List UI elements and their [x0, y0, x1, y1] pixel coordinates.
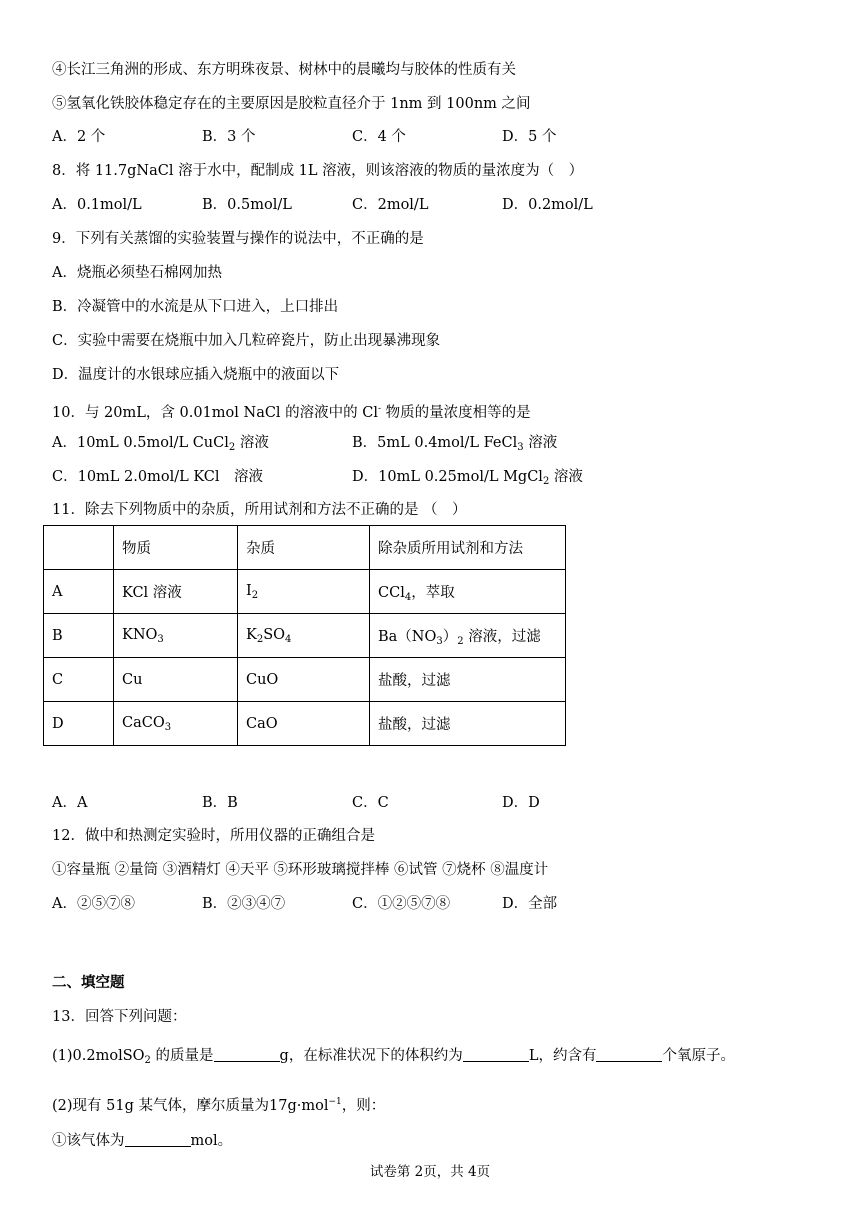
- q10-d-post: 溶液: [549, 469, 583, 485]
- method-sub: 3: [436, 635, 443, 647]
- q13-p1-text2: g，在标准状况下的体积约为: [279, 1048, 463, 1064]
- table-cell-method: 盐酸，过滤: [370, 702, 566, 746]
- impurity-sub: 2: [256, 633, 264, 645]
- q8-stem: 8．将 11.7gNaCl 溶于水中，配制成 1L 溶液，则该溶液的物质的量浓度为（ ）: [52, 163, 584, 179]
- q9-option-d: D．温度计的水银球应插入烧瓶中的液面以下: [52, 367, 340, 383]
- table-cell-impurity: CuO: [238, 658, 370, 702]
- q10-stem-post: 物质的量浓度相等的是: [381, 405, 531, 421]
- substance-sub: 3: [164, 721, 172, 733]
- q11-option-d: D．D: [502, 795, 540, 811]
- q13-part2: [52, 1092, 385, 1116]
- q13-p3-text2: mol。: [190, 1133, 233, 1149]
- q10-option-c: C．10mL 2.0mol/L KCl 溶液: [52, 469, 264, 485]
- q13-p2-sup: −1: [328, 1097, 342, 1107]
- substance-text: KNO: [122, 626, 158, 643]
- answer-blank[interactable]: [125, 1130, 191, 1147]
- impurity-sub: 2: [251, 589, 259, 601]
- q7-option-d: D．5 个: [502, 129, 557, 145]
- q7-option-b: B．3 个: [202, 129, 256, 145]
- table-header-cell: 除杂质所用试剂和方法: [370, 526, 566, 570]
- q7-item4: ④长江三角洲的形成、东方明珠夜景、树林中的晨曦均与胶体的性质有关: [52, 62, 516, 78]
- q12-option-d: D．全部: [502, 896, 558, 912]
- impurity-text: I: [246, 582, 252, 599]
- q11-table: [43, 525, 566, 746]
- q10-a-post: 溶液: [235, 435, 269, 451]
- q12-option-c: C．①②⑤⑦⑧: [352, 896, 451, 912]
- q10-a-sub: 2: [228, 442, 236, 453]
- q10-option-a: [52, 433, 269, 458]
- table-cell-impurity: [238, 614, 370, 658]
- impurity-sub2: 4: [285, 633, 292, 645]
- table-row: [44, 658, 566, 702]
- q13-part3: [52, 1130, 232, 1151]
- table-cell-method: [370, 570, 566, 614]
- method-text-post: ，萃取: [411, 584, 455, 601]
- q9-option-c: C．实验中需要在烧瓶中加入几粒碎瓷片，防止出现暴沸现象: [52, 333, 441, 349]
- table-cell-label: D: [44, 702, 114, 746]
- q11-option-a: A．A: [52, 795, 88, 811]
- substance-sub: 3: [157, 633, 164, 645]
- table-cell-method: 盐酸，过滤: [370, 658, 566, 702]
- answer-blank[interactable]: [596, 1045, 662, 1062]
- q10-a-pre: A．10mL 0.5mol/L CuCl: [52, 435, 229, 451]
- q12-option-b: B．②③④⑦: [202, 896, 286, 912]
- impurity-text-mid: SO: [263, 626, 286, 643]
- table-header-cell: 物质: [114, 526, 238, 570]
- table-cell-substance: [114, 614, 238, 658]
- page-footer: 试卷第 2页，共 4页: [369, 1164, 491, 1180]
- q10-option-b: [352, 433, 557, 458]
- table-row: [44, 702, 566, 746]
- table-cell-substance: [114, 702, 238, 746]
- q8-option-a: A．0.1mol/L: [52, 197, 142, 213]
- answer-blank[interactable]: [463, 1045, 529, 1062]
- q10-b-post: 溶液: [523, 435, 558, 451]
- q10-d-sub: 2: [542, 476, 550, 487]
- q13-p1-formula: 0.2molSO: [72, 1048, 145, 1064]
- q13-p1-sub: 2: [144, 1055, 151, 1066]
- q12-items: ①容量瓶 ②量筒 ③酒精灯 ④天平 ⑤环形玻璃搅拌棒 ⑥试管 ⑦烧杯 ⑧温度计: [52, 862, 549, 878]
- table-cell-label: B: [44, 614, 114, 658]
- table-cell-impurity: CaO: [238, 702, 370, 746]
- q13-p3-text: ①该气体为: [52, 1133, 125, 1149]
- q10-d-pre: D．10mL 0.25mol/L MgCl: [352, 469, 543, 485]
- table-cell-substance: KCl 溶液: [114, 570, 238, 614]
- q9-stem: 9．下列有关蒸馏的实验装置与操作的说法中，不正确的是: [52, 231, 424, 247]
- q10-b-pre: B．5mL 0.4mol/L FeCl: [352, 435, 518, 451]
- method-sub: 4: [404, 591, 412, 603]
- q13-p1-text4: 个氧原子。: [662, 1048, 735, 1064]
- q11-option-b: B．B: [202, 795, 238, 811]
- q8-option-b: B．0.5mol/L: [202, 197, 292, 213]
- method-text-post: 溶液，过滤: [463, 628, 541, 645]
- method-text-mid: ）: [442, 628, 458, 645]
- q7-option-c: C．4 个: [352, 129, 406, 145]
- q7-option-a: A．2 个: [52, 129, 106, 145]
- q9-option-a: A．烧瓶必须垫石棉网加热: [52, 265, 222, 281]
- impurity-text: K: [246, 626, 257, 643]
- q13-p1-index: (1): [52, 1048, 73, 1064]
- q10-option-d: [352, 467, 583, 492]
- q13-p2-text2: ，则：: [341, 1098, 386, 1114]
- q11-option-c: C．C: [352, 795, 389, 811]
- table-header-cell: 杂质: [238, 526, 370, 570]
- q7-item5: ⑤氢氧化铁胶体稳定存在的主要原因是胶粒直径介于 1nm 到 100nm 之间: [52, 96, 531, 112]
- q13-part1: [52, 1045, 735, 1071]
- table-cell-label: C: [44, 658, 114, 702]
- table-header-row: [44, 526, 566, 570]
- q13-p1-text3: L，约含有: [528, 1048, 597, 1064]
- method-text: CCl: [378, 584, 405, 601]
- section-title: 二、填空题: [52, 974, 125, 991]
- q8-option-c: C．2mol/L: [352, 197, 429, 213]
- q13-stem: 13．回答下列问题：: [52, 1009, 187, 1025]
- q13-p2-text: (2)现有 51g 某气体，摩尔质量为: [52, 1098, 269, 1114]
- q11-stem: 11．除去下列物质中的杂质，所用试剂和方法不正确的是 （ ）: [52, 502, 467, 518]
- substance-text: CaCO: [122, 714, 165, 731]
- answer-blank[interactable]: [214, 1045, 280, 1062]
- q10-stem-pre: 10．与 20mL，含 0.01mol NaCl 的溶液中的 Cl: [52, 405, 379, 421]
- method-sub2: 2: [457, 635, 464, 647]
- q8-option-d: D．0.2mol/L: [502, 197, 593, 213]
- q10-b-sub: 3: [517, 442, 524, 453]
- q12-stem: 12．做中和热测定实验时，所用仪器的正确组合是: [52, 828, 375, 844]
- q9-option-b: B．冷凝管中的水流是从下口进入，上口排出: [52, 299, 339, 315]
- table-cell-substance: Cu: [114, 658, 238, 702]
- method-text: Ba（NO: [378, 628, 437, 645]
- q13-p2-unit: 17g·mol: [269, 1098, 329, 1114]
- table-row: [44, 614, 566, 658]
- q10-stem-sup: -: [378, 404, 382, 414]
- table-cell-method: [370, 614, 566, 658]
- table-row: [44, 570, 566, 614]
- table-header-cell: [44, 526, 114, 570]
- q10-stem: [52, 399, 531, 423]
- table-cell-impurity: [238, 570, 370, 614]
- table-cell-label: A: [44, 570, 114, 614]
- q13-p1-text: 的质量是: [150, 1048, 214, 1064]
- q12-option-a: A．②⑤⑦⑧: [52, 896, 135, 912]
